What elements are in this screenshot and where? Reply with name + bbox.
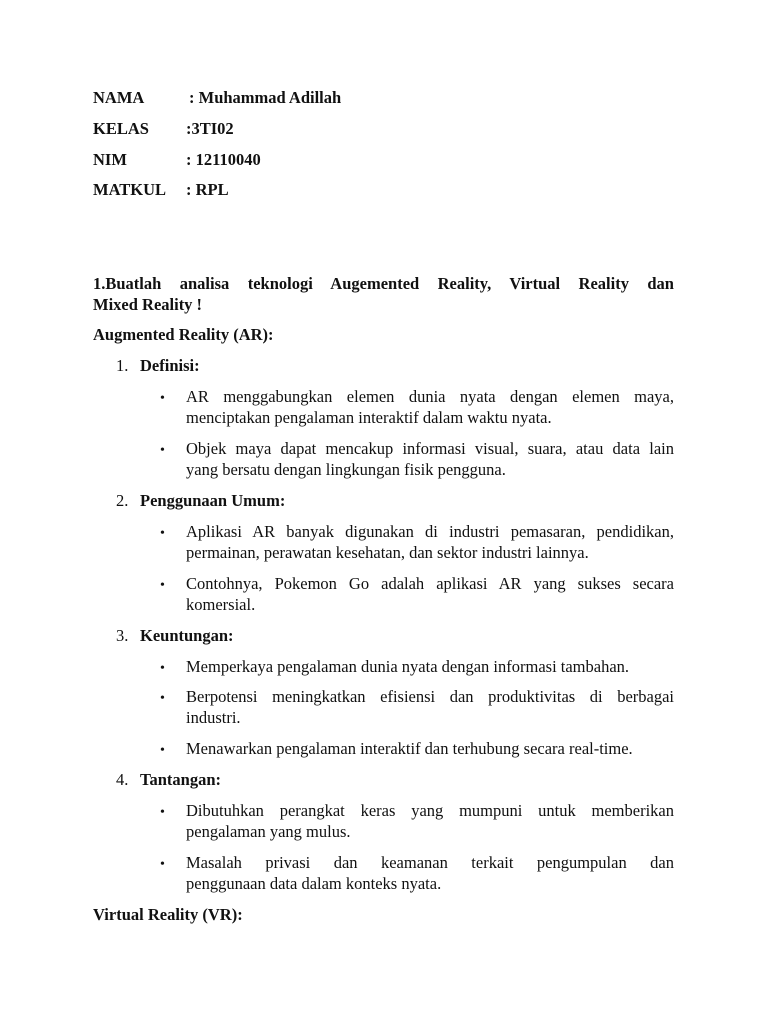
bullet-glyph: • bbox=[160, 443, 165, 458]
bullet-text-line: Objek maya dapat mencakup informasi visual, suara, atau data lain bbox=[186, 439, 674, 458]
section-number: 3. bbox=[116, 626, 129, 645]
nim-value: : 12110040 bbox=[186, 150, 261, 169]
question-line-2: Mixed Reality ! bbox=[93, 295, 203, 314]
kelas-label: KELAS bbox=[93, 119, 149, 138]
bullet-text-line: menciptakan pengalaman interaktif dalam waktu nyata. bbox=[186, 408, 552, 427]
bullet-glyph: • bbox=[160, 578, 165, 593]
bullet-glyph: • bbox=[160, 805, 165, 820]
bullet-text-line: Menawarkan pengalaman interaktif dan terhubung secara real-time. bbox=[186, 739, 633, 758]
section-title-tantangan: Tantangan: bbox=[140, 770, 222, 789]
question-line-1: 1.Buatlah analisa teknologi Augemented Reality, Virtual Reality dan bbox=[93, 274, 674, 293]
bullet-glyph: • bbox=[160, 743, 165, 758]
kelas-value: :3TI02 bbox=[186, 119, 234, 138]
bullet-glyph: • bbox=[160, 661, 165, 676]
section-number: 2. bbox=[116, 491, 129, 510]
bullet-text-line: Memperkaya pengalaman dunia nyata dengan informasi tambahan. bbox=[186, 657, 630, 676]
bullet-text-line: Berpotensi meningkatkan efisiensi dan produktivitas di berbagai bbox=[186, 687, 674, 706]
bullet-text-line: Contohnya, Pokemon Go adalah aplikasi AR yang sukses secara bbox=[186, 574, 674, 593]
ar-heading: Augmented Reality (AR): bbox=[93, 325, 274, 344]
bullet-glyph: • bbox=[160, 526, 165, 541]
bullet-glyph: • bbox=[160, 857, 165, 872]
section-title-keuntungan: Keuntungan: bbox=[140, 626, 234, 645]
bullet-text-line: Dibutuhkan perangkat keras yang mumpuni untuk memberikan bbox=[186, 801, 674, 820]
bullet-text-line: AR menggabungkan elemen dunia nyata dengan elemen maya, bbox=[186, 387, 674, 406]
nama-value: : Muhammad Adillah bbox=[189, 88, 342, 107]
bullet-glyph: • bbox=[160, 391, 165, 406]
bullet-text-line: penggunaan data dalam konteks nyata. bbox=[186, 874, 442, 893]
bullet-text-line: Aplikasi AR banyak digunakan di industri pemasaran, pendidikan, bbox=[186, 522, 674, 541]
bullet-text-line: Masalah privasi dan keamanan terkait pengumpulan dan bbox=[186, 853, 674, 872]
bullet-text-line: pengalaman yang mulus. bbox=[186, 822, 351, 841]
matkul-value: : RPL bbox=[186, 180, 229, 199]
section-title-definisi: Definisi: bbox=[140, 356, 200, 375]
bullet-text-line: komersial. bbox=[186, 595, 256, 614]
bullet-text-line: permainan, perawatan kesehatan, dan sektor industri lainnya. bbox=[186, 543, 589, 562]
section-number: 1. bbox=[116, 356, 129, 375]
bullet-text-line: industri. bbox=[186, 708, 241, 727]
vr-heading: Virtual Reality (VR): bbox=[93, 905, 243, 924]
section-number: 4. bbox=[116, 770, 129, 789]
bullet-glyph: • bbox=[160, 691, 165, 706]
bullet-text-line: yang bersatu dengan lingkungan fisik pengguna. bbox=[186, 460, 506, 479]
matkul-label: MATKUL bbox=[93, 180, 167, 199]
nama-label: NAMA bbox=[93, 88, 145, 107]
nim-label: NIM bbox=[93, 150, 127, 169]
section-title-penggunaan: Penggunaan Umum: bbox=[140, 491, 286, 510]
